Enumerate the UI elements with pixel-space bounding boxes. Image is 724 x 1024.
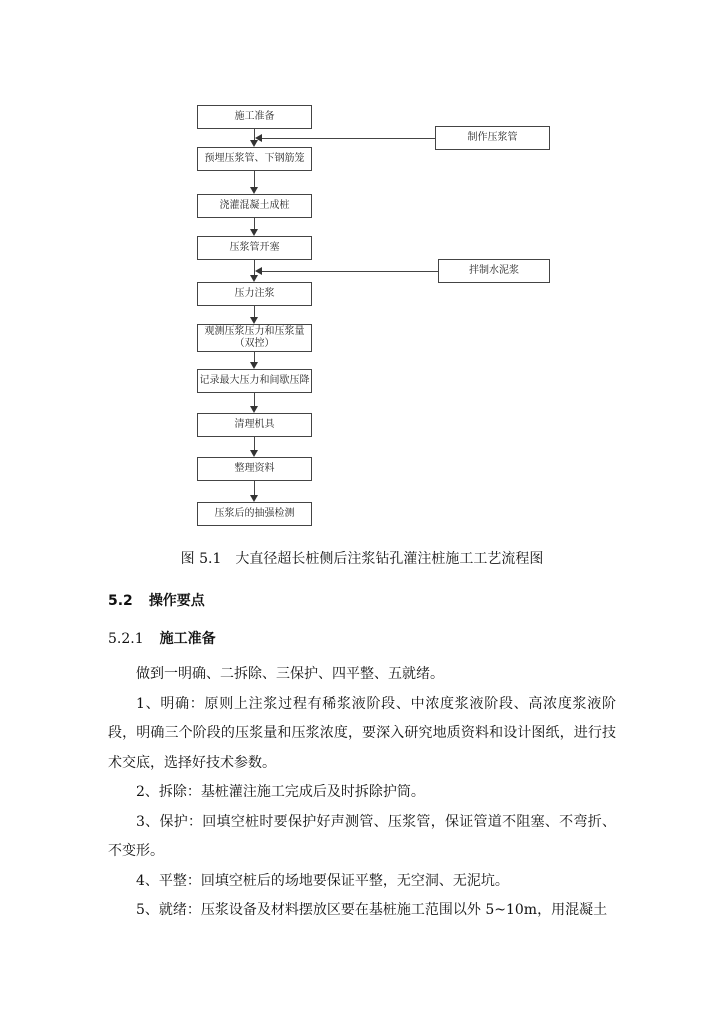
flow-step-pressure-grouting [197, 282, 312, 306]
flow-step-label: 压浆后的抽强检测 [214, 508, 295, 519]
figure-caption: 图 5.1 大直径超长桩侧后注浆钻孔灌注桩施工工艺流程图 [180, 551, 544, 567]
section-number: 5.2 [108, 593, 133, 609]
flow-step-label-2: （双控） [234, 338, 275, 349]
arrow-down-icon [250, 275, 258, 282]
flow-input-make-pipe [435, 126, 550, 150]
section-title: 操作要点 [148, 593, 205, 609]
flow-step-inspection [197, 502, 312, 526]
flow-step-record [197, 369, 312, 393]
flow-step-label: 施工准备 [234, 111, 275, 122]
flow-step-embed-pipe [197, 147, 312, 171]
flow-side-connector [262, 138, 435, 139]
flow-step-observe [197, 324, 312, 352]
flow-step-label: 浇灌混凝土成桩 [219, 200, 290, 211]
arrow-down-icon [250, 450, 258, 457]
subsection-number: 5.2.1 [108, 631, 144, 647]
subsection-heading [108, 628, 216, 648]
flow-step-open-plug [197, 236, 312, 260]
arrow-down-icon [250, 406, 258, 413]
paragraph: 3、保护：回填空桩时要保护好声测管、压浆管，保证管道不阻塞、不弯折、不变形。 [108, 813, 616, 859]
flow-input-label: 拌制水泥浆 [469, 265, 519, 276]
paragraph: 5、就绪：压浆设备及材料摆放区要在基桩施工范围以外 5~10m，用混凝土 [136, 902, 608, 918]
arrow-down-icon [250, 187, 258, 194]
arrow-down-icon [250, 317, 258, 324]
flow-step-label: 整理资料 [234, 463, 275, 474]
flow-side-connector [262, 271, 438, 272]
paragraph: 2、拆除：基桩灌注施工完成后及时拆除护筒。 [136, 784, 425, 800]
flow-connector [254, 352, 255, 362]
flow-step-label: 记录最大压力和间歇压降 [199, 375, 310, 386]
section-heading [108, 590, 205, 610]
flow-step-clean-tools [197, 413, 312, 437]
flow-step-label: 压浆管开塞 [229, 242, 280, 253]
flow-connector [254, 218, 255, 229]
flow-connector [254, 171, 255, 187]
flow-input-mix-slurry [438, 259, 550, 283]
arrow-down-icon [250, 229, 258, 236]
flow-step-label: 压力注浆 [234, 288, 275, 299]
flow-step-preparation [197, 105, 312, 129]
paragraph: 做到一明确、二拆除、三保护、四平整、五就绪。 [136, 666, 444, 682]
arrow-left-icon [255, 134, 262, 142]
flow-connector [254, 481, 255, 495]
flow-input-label: 制作压浆管 [467, 132, 518, 143]
body-text [108, 660, 616, 926]
arrow-down-icon [250, 495, 258, 502]
flow-connector [254, 306, 255, 317]
arrow-down-icon [250, 362, 258, 369]
flow-step-label: 预埋压浆管、下钢筋笼 [204, 153, 305, 164]
flow-connector [254, 393, 255, 406]
flow-connector [254, 437, 255, 450]
subsection-title: 施工准备 [159, 631, 216, 647]
flow-step-organize-data [197, 457, 312, 481]
arrow-left-icon [255, 267, 262, 275]
flow-step-label: 清理机具 [234, 419, 275, 430]
flow-step-label: 观测压浆压力和压浆量 [204, 326, 305, 337]
paragraph: 4、平整：回填空桩后的场地要保证平整，无空洞、无泥坑。 [136, 872, 509, 889]
paragraph: 1、明确：原则上注浆过程有稀浆液阶段、中浓度浆液阶段、高浓度浆液阶段，明确三个阶段的压浆量和压浆浓度，要深入研究地质资料和设计图纸，进行技术交底，选择好技术参数。 [108, 695, 616, 771]
flow-step-pour-concrete [197, 194, 312, 218]
